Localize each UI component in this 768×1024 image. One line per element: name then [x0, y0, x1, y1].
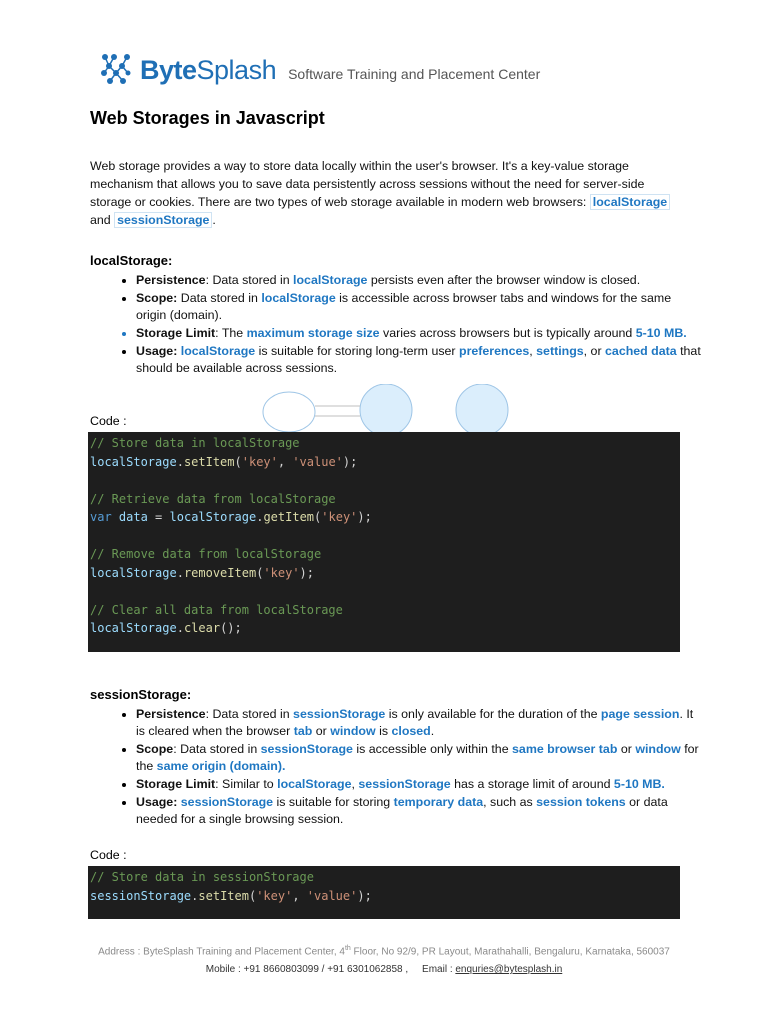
- code-comment: // Store data in localStorage: [90, 436, 300, 450]
- localstorage-link: localStorage: [590, 194, 670, 210]
- code-comment: // Remove data from localStorage: [90, 547, 322, 561]
- code-comment: // Store data in sessionStorage: [90, 870, 314, 884]
- list-item: • Storage Limit: Similar to localStorage, sessionStorage has a storage limit of around 5-10 MB.: [136, 776, 702, 793]
- footer-mobile: Mobile : +91 8660803099 / +91 6301062858: [205, 964, 403, 975]
- header: [100, 52, 540, 88]
- tagline: Software Training and Placement Center: [288, 66, 541, 82]
- list-item: • Scope: Data stored in localStorage is accessible across browser tabs and windows for the same origin (domain).: [136, 290, 702, 324]
- code-line: localStorage.removeItem('key');: [90, 565, 314, 580]
- page-title: Web Storages in Javascript: [90, 108, 325, 128]
- sessionstorage-list: [114, 706, 702, 829]
- code-line: var data = localStorage.getItem('key');: [90, 510, 372, 524]
- list-item: • Scope: Data stored in sessionStorage is accessible only within the same browser tab or window for the same origin (domain).: [136, 741, 702, 775]
- localstorage-list: [114, 272, 702, 378]
- list-item: • Storage Limit: The maximum storage size varies across browsers but is typically around 5-10 MB.: [136, 325, 702, 342]
- list-item: • Persistence: Data stored in sessionStorage is only available for the duration of the page session. It is cleared when the browser tab or window is closed.: [136, 706, 702, 740]
- decorative-shapes: [262, 384, 522, 432]
- code-comment: // Retrieve data from localStorage: [90, 491, 336, 506]
- intro-paragraph: Web storage provides a way to store data locally within the user's browser. It's a key-value storage mechanism that allows you to save data persistently across sessions without the need for server-side storage or cookies. There are two types of web storage available in modern web browsers: localStorage and sessionStorage .: [90, 157, 680, 229]
- code-block-localstorage: [88, 432, 680, 652]
- list-item: • Persistence: Data stored in localStorage persists even after the browser window is closed.: [136, 272, 702, 289]
- list-item: • Usage: localStorage is suitable for storing long-term user preferences, settings, or cached data that should be available across sessions.: [136, 343, 702, 377]
- code-line: localStorage.setItem('key', 'value');: [90, 454, 358, 469]
- list-item: • Usage: sessionStorage is suitable for storing temporary data, such as session tokens or data needed for a single browsing session.: [136, 794, 702, 828]
- email-link[interactable]: enquries@bytesplash.in: [455, 964, 563, 975]
- sessionstorage-link: sessionStorage: [114, 212, 212, 228]
- code-label: Code :: [90, 848, 127, 862]
- logo-text: ByteSplash: [140, 54, 277, 85]
- localstorage-heading: localStorage:: [90, 253, 173, 268]
- sessionstorage-heading: sessionStorage:: [90, 687, 192, 702]
- footer-address: Address : ByteSplash Training and Placement Center, 4th Floor, No 92/9, PR Layout, Marathahalli, Bengaluru, Karnataka, 560037: [98, 945, 670, 958]
- code-comment: // Clear all data from localStorage: [90, 602, 343, 617]
- code-block-sessionstorage: [88, 866, 680, 919]
- code-label: Code :: [90, 414, 127, 428]
- code-line: localStorage.clear();: [90, 621, 242, 635]
- footer-contact: Mobile : +91 8660803099 / +91 6301062858 , Email : enquries@bytesplash.in: [205, 964, 563, 975]
- code-line: sessionStorage.setItem('key', 'value');: [90, 888, 372, 903]
- bytesplash-logo-icon: [100, 53, 132, 87]
